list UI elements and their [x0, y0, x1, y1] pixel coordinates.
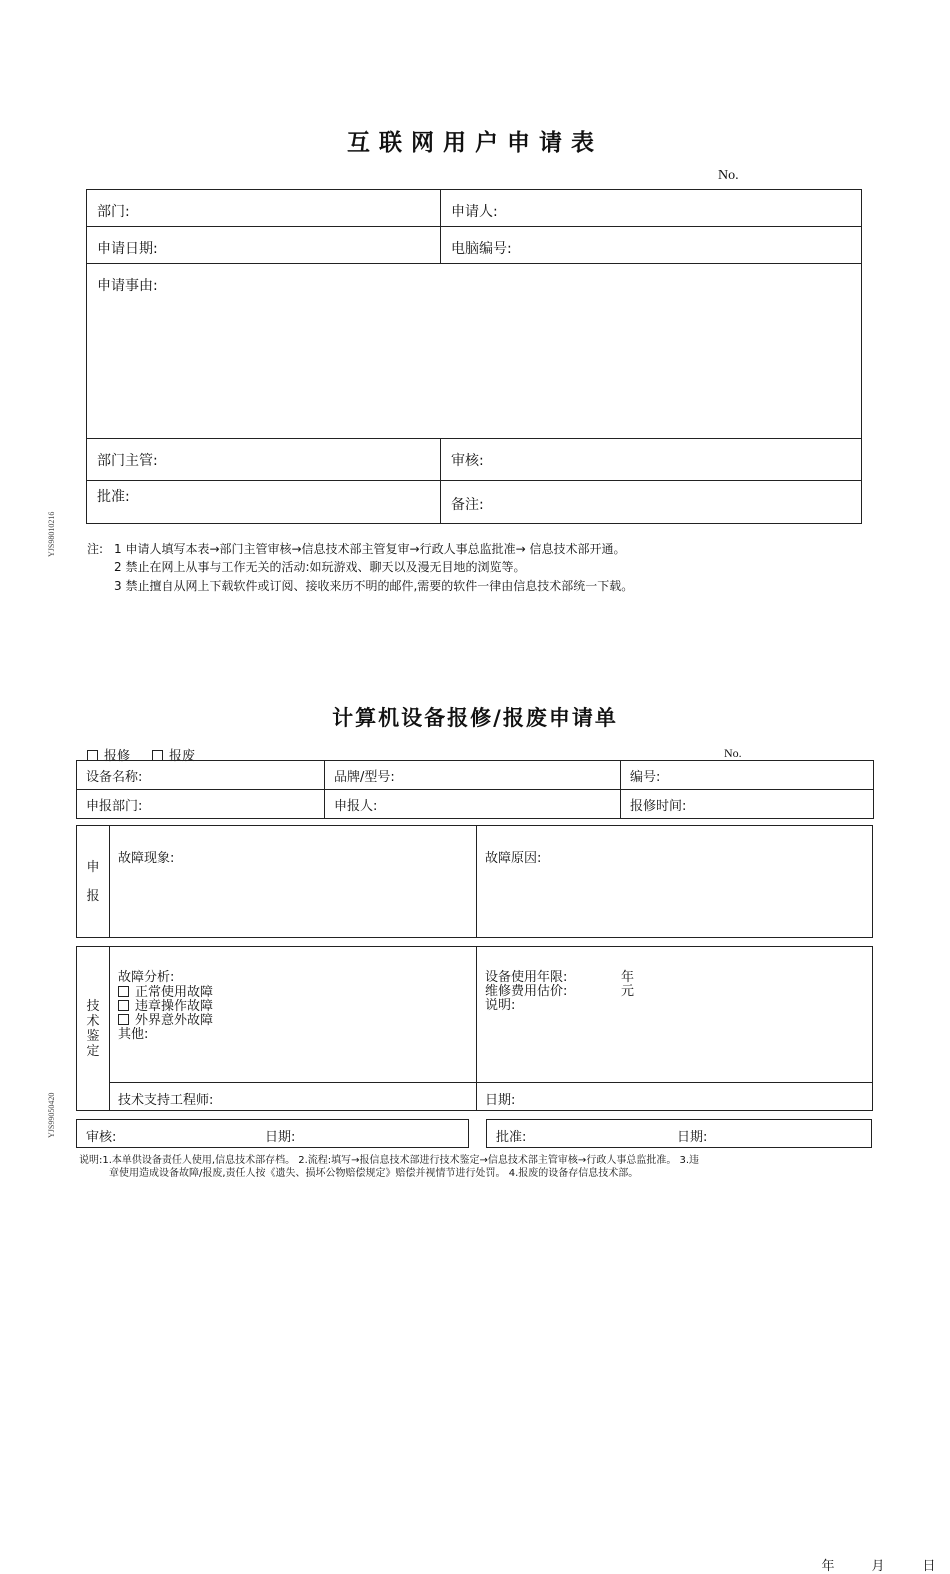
- footer-note-line-2: 章使用造成设备故障/报废,责任人按《遗失、损坏公物赔偿规定》赔偿并视情节进行处罚。 4.报废的设备存信息技术部。: [109, 1168, 639, 1179]
- tech-section-char-1: 技: [86, 999, 100, 1014]
- year-label: 年: [821, 1558, 835, 1574]
- repair-cost-label: 维修费用估价:: [485, 984, 568, 999]
- approval-date-label: 日期:: [677, 1130, 708, 1145]
- engineer-label: 技术支持工程师:: [118, 1093, 214, 1108]
- apply-date-label: 申请日期:: [97, 241, 158, 257]
- serial-field[interactable]: [621, 761, 874, 790]
- review-label: 审核:: [451, 453, 484, 469]
- scrap-option-label: 报废: [169, 749, 196, 764]
- cause-field[interactable]: [477, 838, 872, 937]
- brand-model-label: 品牌/型号:: [334, 770, 395, 785]
- tech-date-label: 日期:: [485, 1093, 516, 1108]
- form1-side-code: YJS98010216: [47, 511, 56, 557]
- analysis-option-accident[interactable]: [118, 1014, 213, 1028]
- tech-section-char-4: 定: [86, 1044, 100, 1059]
- engineer-field[interactable]: [110, 1083, 476, 1110]
- repair-cost-unit: 元: [621, 984, 635, 999]
- department-field[interactable]: [87, 190, 441, 227]
- dept-manager-label: 部门主管:: [97, 453, 158, 469]
- device-name-label: 设备名称:: [86, 770, 143, 785]
- report-section-char-1: 申: [86, 860, 100, 875]
- analysis-option-accident-label: 外界意外故障: [135, 1013, 214, 1028]
- form1-no-label: No.: [718, 168, 739, 183]
- remarks-label: 备注:: [451, 497, 484, 513]
- department-label: 部门:: [97, 204, 130, 220]
- form2-title: 计算机设备报修/报废申请单: [332, 706, 618, 730]
- reason-label: 申请事由:: [97, 278, 158, 294]
- symptom-label: 故障现象:: [118, 851, 175, 866]
- tech-section-char-3: 鉴: [86, 1029, 100, 1044]
- form1-title: 互联网用户申请表: [347, 130, 603, 156]
- analysis-label: 故障分析:: [118, 970, 175, 985]
- serial-label: 编号:: [630, 770, 661, 785]
- remarks-field[interactable]: [441, 481, 862, 524]
- analysis-checkbox-normal[interactable]: [118, 986, 129, 997]
- form2-no-label: No.: [724, 746, 742, 760]
- form2-side-code: YJS99050420: [47, 1092, 56, 1138]
- footer-note-line-1: 说明:1.本单供设备责任人使用,信息技术部存档。 2.流程:填写→报信息技术部进行技术鉴定→信息技术部主管审核→行政人事总监批准。 3.违: [79, 1155, 700, 1166]
- explain-label: 说明:: [485, 998, 516, 1013]
- form1-notes-prefix: 注:: [87, 542, 104, 556]
- repair-time-label: 报修时间:: [630, 799, 687, 814]
- form1-note-2: 2 禁止在网上从事与工作无关的活动:如玩游戏、聊天以及漫无目地的浏览等。: [114, 560, 526, 574]
- symptom-field[interactable]: [110, 838, 476, 937]
- review-field[interactable]: [441, 439, 862, 481]
- pc-number-label: 电脑编号:: [451, 241, 512, 257]
- form1-note-1: 1 申请人填写本表→部门主管审核→信息技术部主管复审→行政人事总监批准→ 信息技术部开通。: [114, 542, 626, 556]
- tech-date-field[interactable]: [477, 1083, 872, 1110]
- applicant-field[interactable]: [441, 190, 862, 227]
- form1-note-3: 3 禁止擅自从网上下载软件或订阅、接收来历不明的邮件,需要的软件一律由信息技术部统一下载。: [114, 579, 634, 593]
- apply-date-field[interactable]: [87, 227, 441, 264]
- month-label: 月: [871, 1558, 885, 1574]
- report-dept-label: 申报部门:: [86, 799, 143, 814]
- reason-field[interactable]: [87, 264, 862, 439]
- analysis-option-violation-label: 违章操作故障: [135, 999, 214, 1014]
- analysis-option-normal[interactable]: [118, 986, 213, 1000]
- usage-years-unit: 年: [621, 970, 635, 985]
- analysis-option-violation[interactable]: [118, 1000, 213, 1014]
- repair-option-label: 报修: [104, 749, 131, 764]
- report-dept-field[interactable]: [77, 790, 325, 819]
- approve-field[interactable]: [87, 481, 441, 524]
- approve-label: 批准:: [97, 489, 130, 505]
- audit-label: 审核:: [86, 1130, 117, 1145]
- reporter-field[interactable]: [325, 790, 621, 819]
- audit-date-label: 日期:: [265, 1130, 296, 1145]
- usage-years-label: 设备使用年限:: [485, 970, 568, 985]
- tech-section-char-2: 术: [86, 1014, 100, 1029]
- reporter-label: 申报人:: [334, 799, 378, 814]
- analysis-option-normal-label: 正常使用故障: [135, 985, 214, 1000]
- day-label: 日: [922, 1558, 936, 1574]
- report-section-char-2: 报: [86, 889, 100, 904]
- dept-manager-field[interactable]: [87, 439, 441, 481]
- internet-application-table: [86, 189, 862, 524]
- device-name-field[interactable]: [77, 761, 325, 790]
- cause-label: 故障原因:: [485, 851, 542, 866]
- pc-number-field[interactable]: [441, 227, 862, 264]
- other-label: 其他:: [118, 1027, 149, 1042]
- brand-model-field[interactable]: [325, 761, 621, 790]
- approval-label: 批准:: [496, 1130, 527, 1145]
- analysis-checkbox-violation[interactable]: [118, 1000, 129, 1011]
- analysis-checkbox-accident[interactable]: [118, 1014, 129, 1025]
- applicant-label: 申请人:: [451, 204, 498, 220]
